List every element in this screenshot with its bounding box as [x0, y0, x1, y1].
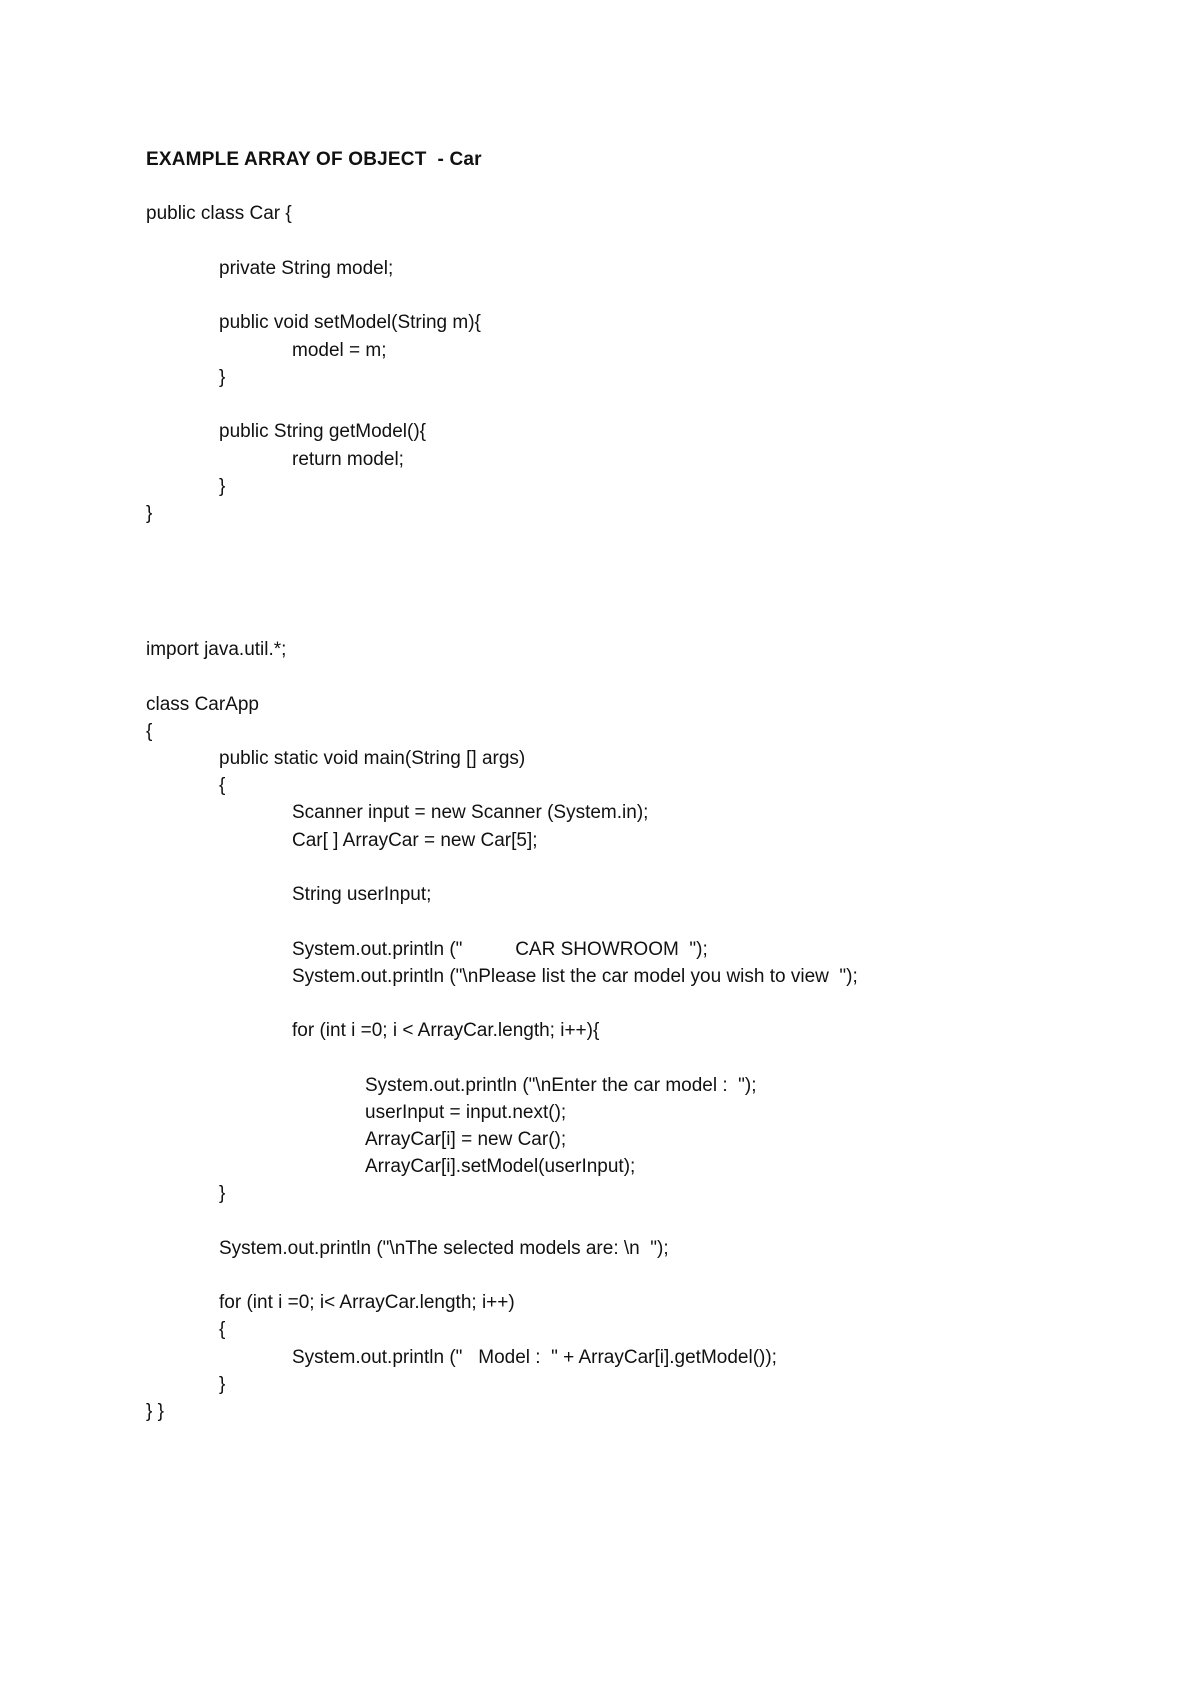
code-line: String userInput;: [292, 884, 432, 905]
code-line: System.out.println ("\nPlease list the car model you wish to view ");: [292, 966, 858, 987]
code-line: }: [219, 1183, 226, 1204]
code-line: public void setModel(String m){: [219, 312, 481, 333]
code-line: public class Car {: [146, 203, 292, 224]
code-line: }: [219, 476, 226, 497]
code-line: public static void main(String [] args): [219, 748, 526, 769]
code-line: } }: [146, 1401, 164, 1422]
code-line: import java.util.*;: [146, 639, 287, 660]
code-line: }: [219, 1374, 226, 1395]
code-line: ArrayCar[i].setModel(userInput);: [365, 1156, 636, 1177]
code-line: System.out.println (" Model : " + ArrayCar[i].getModel());: [292, 1347, 777, 1368]
code-line: System.out.println ("\nThe selected models are: \n ");: [219, 1238, 669, 1259]
code-line: }: [219, 367, 226, 388]
code-line: for (int i =0; i< ArrayCar.length; i++): [219, 1292, 515, 1313]
code-line: System.out.println ("\nEnter the car model : ");: [365, 1075, 757, 1096]
document-title: EXAMPLE ARRAY OF OBJECT - Car: [146, 149, 482, 170]
code-line: {: [219, 775, 226, 796]
code-line: Scanner input = new Scanner (System.in);: [292, 802, 649, 823]
code-line: return model;: [292, 449, 404, 470]
code-line: System.out.println (" CAR SHOWROOM ");: [292, 939, 708, 960]
code-line: public String getModel(){: [219, 421, 426, 442]
code-line: for (int i =0; i < ArrayCar.length; i++){: [292, 1020, 600, 1041]
code-line: model = m;: [292, 340, 387, 361]
code-line: {: [219, 1319, 226, 1340]
code-line: Car[ ] ArrayCar = new Car[5];: [292, 830, 538, 851]
code-line: userInput = input.next();: [365, 1102, 567, 1123]
code-line: ArrayCar[i] = new Car();: [365, 1129, 567, 1150]
code-line: class CarApp: [146, 694, 259, 715]
code-line: {: [146, 721, 153, 742]
code-line: }: [146, 503, 153, 524]
code-line: private String model;: [219, 258, 394, 279]
